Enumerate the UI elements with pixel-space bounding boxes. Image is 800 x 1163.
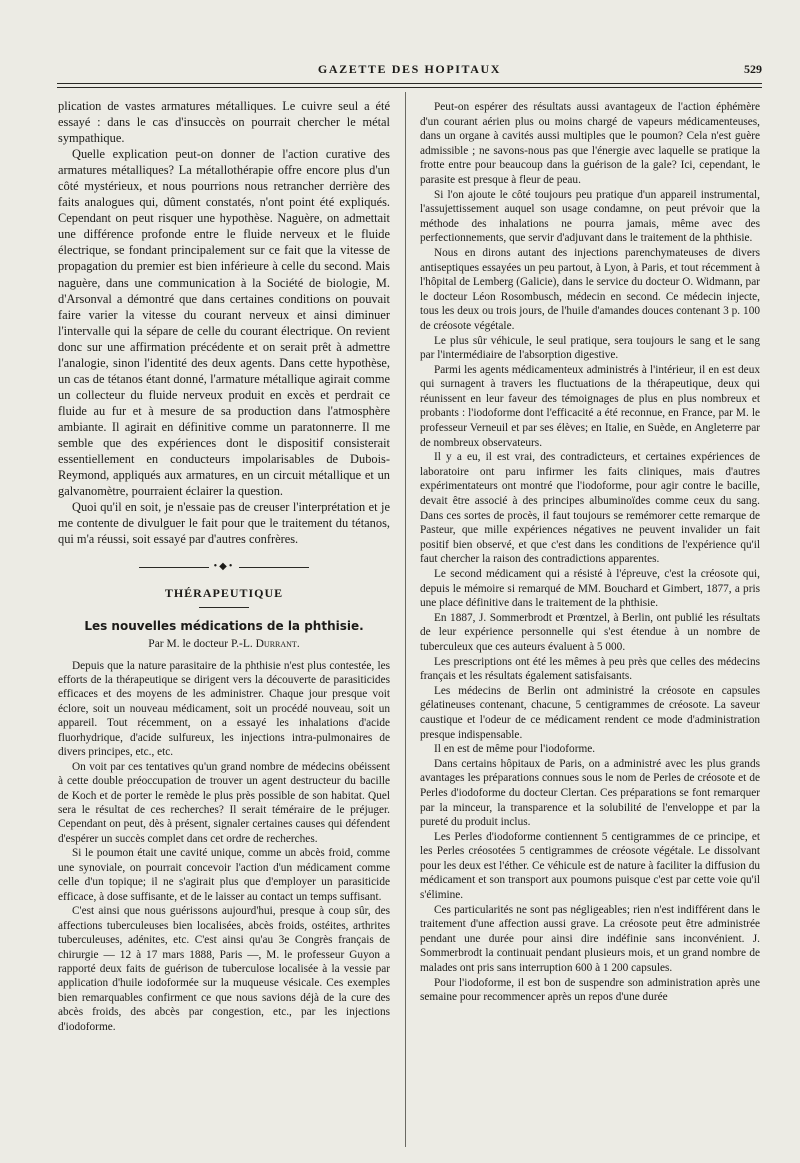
paragraph: Dans certains hôpitaux de Paris, on a administré avec les plus grands avantages les préparations connues sous le nom de Perles de créosote et de Perles d'iodoforme du docteur Clertan. Ces préparations se font remarquer par la minceur, la transparence et la solubilité de l'enveloppe et par la pureté du produit inclus. — [420, 757, 760, 829]
paragraph: C'est ainsi que nous guérissons aujourd'hui, presque à coup sûr, des affections tuberculeuses bien localisées, abcès froids, ostéites, arthrites tuberculeuses, adénites, etc. C'est ainsi qu'au 3e Congrès français de chirurgie — 12 à 17 mars 1888, Paris —, M. le professeur Guyon a rapporté deux faits de guérison de tuberculose localisée à la vessie par application d'huile iodoformée sur la muqueuse vésicale. Ces exemples bien remarquables confirment ce que nous savions déjà de la cure des abcès froids, des abcès par congestion, etc., par les injections d'iodoforme. — [58, 905, 390, 1033]
page-header — [57, 58, 762, 82]
article-body — [58, 659, 390, 1035]
paragraph: Si le poumon était une cavité unique, comme un abcès froid, comme une synoviale, on pourrait concevoir l'action d'un médicament comme celle d'un topique; il ne s'agirait plus que d'employer un parasiticide efficace, à dose suffisante, et de le laisser au contact un temps suffisant. — [58, 847, 390, 903]
paragraph: Nous en dirons autant des injections parenchymateuses de divers antiseptiques essayées un peu partout, à Lyon, à Paris, et tout récemment à l'hôpital de Lemberg (Galicie), dans le service du docteur O. Widmann, par le docteur Léon Rosombusch, médecin en second. Ce médecin injecte, tous les deux ou trois jours, de l'huile d'amandes douces contenant 3 p. 100 de créosote végétale. — [420, 246, 760, 332]
paragraph: Peut-on espérer des résultats aussi avantageux de l'action éphémère d'un courant aérien plus ou moins chargé de vapeurs médicamenteuses, dans un organe à cavités aussi multiples que le poumon? Cela n'est guère admissible ; ne savons-nous pas que l'énergie avec laquelle se pratique la frotte entre pour beaucoup dans la guérison de la gale? Ici, cependant, le parasite est presque à fleur de peau. — [420, 101, 760, 186]
paragraph: plication de vastes armatures métalliques. Le cuivre seul a été essayé : dans le cas d'insuccès on pourrait chercher le métal sympathique. — [58, 99, 390, 146]
paragraph: Si l'on ajoute le côté toujours peu pratique d'un appareil instrumental, l'assujettissement auquel son usage condamne, on peut prévoir que la méthode des inhalations ne pourra jamais, même avec des perfectionnements, que servir d'adjuvant dans le traitement de la phthisie. — [420, 188, 760, 245]
paragraph: Ces particularités ne sont pas négligeables; rien n'est indifférent dans le traitement d'une affection aussi grave. La créosote peut être administrée pendant une durée pour ainsi dire indéfinie sans inconvénient. J. Sommerbrodt la continuait pendant plusieurs mois, et un grand nombre de malades ont pris sans interruption 600 à 1 200 capsules. — [420, 903, 760, 975]
article-title: Les nouvelles médications de la phthisie. — [84, 619, 364, 634]
byline-author: Durrant. — [255, 638, 300, 651]
paragraph: On voit par ces tentatives qu'un grand nombre de médecins obéissent à cette double préoccupation de trouver un agent destructeur du bacille de Koch et de porter le remède le plus près possible de son habitat. Quel sera le résultat de ces recherches? Il serait téméraire de le préjuger. Cependant on peut, dès à présent, signaler certaines causes qui défendent d'espérer un succès complet dans cet ordre de recherches. — [58, 760, 390, 845]
paragraph: Depuis que la nature parasitaire de la phthisie n'est plus contestée, les efforts de la thérapeutique se dirigent vers la découverte de parasiticides efficaces et des moyens de les administrer. Chaque jour presque voit éclore, soit un nouveau médicament, soit un procédé nouveau, soit un appareil. Tout récemment, on a essayé les inhalations d'acide fluorhydrique, d'acide sulfureux, les injections intra-pulmonaires de divers principes, etc., etc. — [58, 659, 390, 759]
left-column — [58, 98, 390, 1148]
page-number: 529 — [744, 62, 762, 76]
paragraph: En 1887, J. Sommerbrodt et Prœntzel, à Berlin, ont publié les résultats de leur expérience personnelle qui s'est étendue à un nombre de tuberculeux que ces auteurs évaluent à 5 000. — [420, 611, 760, 653]
section-rule — [199, 607, 249, 608]
paragraph: Le plus sûr véhicule, le seul pratique, sera toujours le sang et le sang par l'intermédiaire de l'absorption digestive. — [420, 334, 760, 362]
paragraph: Pour l'iodoforme, il est bon de suspendre son administration après une semaine pour recommencer après un repos d'une durée — [420, 976, 760, 1004]
section-title: THÉRAPEUTIQUE — [164, 586, 284, 601]
paragraph: Quoi qu'il en soit, je n'essaie pas de creuser l'interprétation et je me contente de divulguer le fait pour que le traitement du tétanos, qui m'a réussi, soit essayé par d'autres confrères. — [58, 500, 390, 547]
byline-prefix: Par M. le docteur P.-L. — [148, 638, 256, 651]
paragraph: Parmi les agents médicamenteux administrés à l'intérieur, il en est deux qui surnagent à travers les fluctuations de la thérapeutique, deux qui réunissent en leur faveur des témoignages de plus en plus nombreux et probants : l'iodoforme dont l'efficacité a été reconnue, en France, par M. le professeur Verneuil et par ses élèves; en Italie, en Suède, en Angleterre par de nombreux observateurs. — [420, 363, 760, 449]
right-column — [420, 100, 760, 1150]
header-rule-top — [57, 83, 762, 84]
paragraph: Les médecins de Berlin ont administré la créosote en capsules gélatineuses contenant, chacune, 5 centigrammes de créosote. La saveur caustique et l'odeur de ce médicament rendent ce mode d'administration presque indispensable. — [420, 684, 760, 741]
paragraph: Les Perles d'iodoforme contiennent 5 centigrammes de ce principe, et les Perles créosotées 5 centigrammes de créosote végétale. Le dissolvant pour les deux est l'éther. Ce véhicule est de nature à faciliter la diffusion du médicament et son transport aux poumons puisque c'est par cette voie qu'il s'élimine. — [420, 830, 760, 902]
paragraph: Quelle explication peut-on donner de l'action curative des armatures métalliques? La métallothérapie offre encore plus d'un côté mystérieux, et nous pourrions nous retrancher derrière des faits analogues qui, dûment constatés, n'ont point été expliqués. Cependant on peut risquer une hypothèse. Naguère, on admettait une différence profonde entre le fluide nerveux et le fluide électrique, se fondant principalement sur ce fait que la vitesse de propagation du premier est bien inférieure à celle du second. Mais naguère, dans une communication à la Société de biologie, M. d'Arsonval a démontré que dans certaines conditions on pouvait faire varier la vitesse du courant nerveux et ainsi diminuer l'intervalle qui la sépare de celle du courant électrique. On revient donc sur une affirmation précédente et on serait prêt à admettre l'analogie, sinon l'identité des deux agents. Dans cette hypothèse, un cas de tétanos étant donné, l'armature métallique agirait comme un collecteur du fluide nerveux produit en excès et perdrait ce fluide au fur et à mesure de sa production dans l'atmosphère ambiante. Il agirait en définitive comme un paratonnerre. Il me semble que des expériences dont le dispositif consisterait essentiellement en conducteurs impolarisables de Dubois-Reymond, appliqués aux armatures, en un circuit métallique et un galvanomètre, pourraient éclairer la question. — [58, 147, 390, 499]
paragraph: Il y a eu, il est vrai, des contradicteurs, et certaines expériences de laboratoire ont paru infirmer les faits cliniques, mais d'autres expérimentateurs ont montré que l'iodoforme, pour agir contre le bacille, devait être associé à des principes albuminoïdes comme ceux du sang. Dans ces sortes de procès, il faut toujours se remémorer cette remarque de Pasteur, que mille expériences négatives ne peuvent invalider un fait positif bien observé, et que c'est dans les conditions de l'expérience qu'il faut chercher la raison des contradictions apparentes. — [420, 451, 760, 566]
article-byline — [58, 636, 390, 652]
paragraph: Il en est de même pour l'iodoforme. — [434, 743, 596, 756]
header-rule-bottom — [57, 87, 762, 88]
column-divider — [405, 92, 406, 1147]
journal-title: GAZETTE DES HOPITAUX — [317, 62, 502, 76]
section-ornament: •◆• — [58, 559, 390, 575]
paragraph: Les prescriptions ont été les mêmes à peu près que celles des médecins français et les résultats également satisfaisants. — [420, 655, 760, 683]
paragraph: Le second médicament qui a résisté à l'épreuve, c'est la créosote qui, depuis le mémoire si remarqué de MM. Bouchard et Gimbert, 1877, a pris une place définitive dans le traitement de la phthisie. — [420, 568, 760, 610]
